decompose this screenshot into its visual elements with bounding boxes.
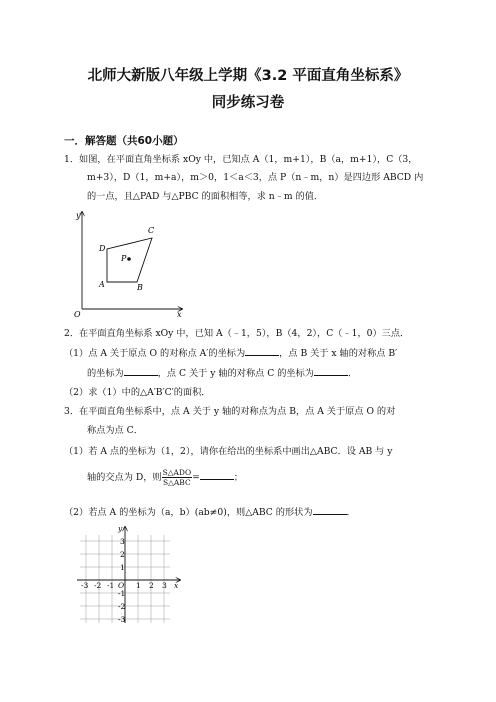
y-tick-label: -1 [118,589,126,598]
q1-point-p [127,257,131,261]
q2-part-1-text-d: ，点 C 关于 y 轴的对称点 C 的坐标为 [157,368,314,379]
q3-blank-ratio [200,470,234,480]
q1-origin-label: O [74,310,81,319]
q1-line-1: 1．如图，在平面直角坐标系 xOy 中，已知点 A（1，m+1），B（a，m+1），C（3， [64,154,418,165]
y-tick-label: -3 [118,615,126,624]
y-tick-label: 2 [120,550,125,559]
section-heading: 一．解答题（共60小题） [64,135,184,147]
q2-blank-a-prime [245,346,279,356]
q1-label-d: D [99,244,106,253]
q2-part-1-text-a: （1）点 A 关于原点 O 的对称点 A′的坐标为 [64,348,246,359]
q3-part-1-line-1: （1）若 A 点的坐标为（1，2），请你在给出的坐标系中画出△ABC．设 AB 与 y [64,446,393,457]
q3-y-label: y [118,524,123,533]
q2-part-1-text-c: 的坐标为 [87,368,124,379]
q2-part-1-line-2 [87,366,357,380]
q1-x-label: x [177,310,182,319]
y-tick-label: -2 [118,602,126,611]
q3-fraction-numerator: S△ADO [162,468,192,477]
q3-part-2-text-a: （2）若点 A 的坐标为（a，b）(ab≠0)，则△ABC 的形状为 [64,507,313,518]
q3-part-2 [64,505,356,519]
q2-blank-b-prime [124,366,158,376]
q2-part-2: （2）求（1）中的△A′B′C′的面积． [64,387,211,398]
title-line-2: 同步练习卷 [211,95,285,111]
q1-label-c: C [148,226,155,235]
q3-blank-shape [313,505,347,515]
q1-line-3: 的一点，且△PAD 与△PBC 的面积相等，求 n﹣m 的值． [87,191,324,202]
q2-part-1-text-b: ，点 B 关于 x 轴的对称点 B′ [279,348,398,359]
x-tick-label: 3 [162,581,167,590]
q1-label-p: P [121,254,127,263]
x-tick-label: -3 [81,581,89,590]
x-tick-label: 2 [149,581,154,590]
q3-x-label: x [174,581,179,590]
q3-line-2: 称点为点 C． [87,425,143,436]
x-tick-label: -2 [94,581,102,590]
y-tick-label: 1 [120,563,125,572]
q3-part-1-line-2 [87,468,243,487]
q1-label-b: B [137,283,143,292]
q3-area-ratio-fraction [162,468,192,487]
x-tick-label: -1 [107,581,115,590]
q1-label-a: A [99,280,105,289]
q3-equals: = [192,472,200,483]
q3-part-1-text-d: ； [233,472,243,483]
q3-coordinate-grid [74,523,184,626]
q2-part-1-line-1 [64,346,397,360]
q2-line-1: 2．在平面直角坐标系 xOy 中，已知 A（﹣1，5），B（4，2），C（﹣1，0）三点． [64,328,410,339]
x-tick-label: 1 [136,581,141,590]
q3-fraction-denominator: S△ABC [162,478,191,487]
title-line-1: 北师大新版八年级上学期《3.2 平面直角坐标系》 [87,68,409,84]
q2-part-1-text-e: ． [347,368,358,379]
q1-line-2: m+3），D（1，m+a），m＞0，1＜a＜3，点 P（n﹣m，n）是四边形 ABCD 内 [87,172,424,183]
q2-blank-c-prime [314,366,348,376]
q1-y-label: y [76,211,81,220]
q3-origin-label: O [118,581,125,590]
q3-line-1: 3．在平面直角坐标系中，点 A 关于 y 轴的对称点为点 B，点 A 关于原点 O 的对 [64,406,396,417]
q1-quadrilateral-figure [72,208,192,320]
q3-part-1-text-b: 轴的交点为 D，则 [87,472,162,483]
q3-part-2-text-b: ． [346,507,356,518]
y-tick-label: 3 [120,537,125,546]
